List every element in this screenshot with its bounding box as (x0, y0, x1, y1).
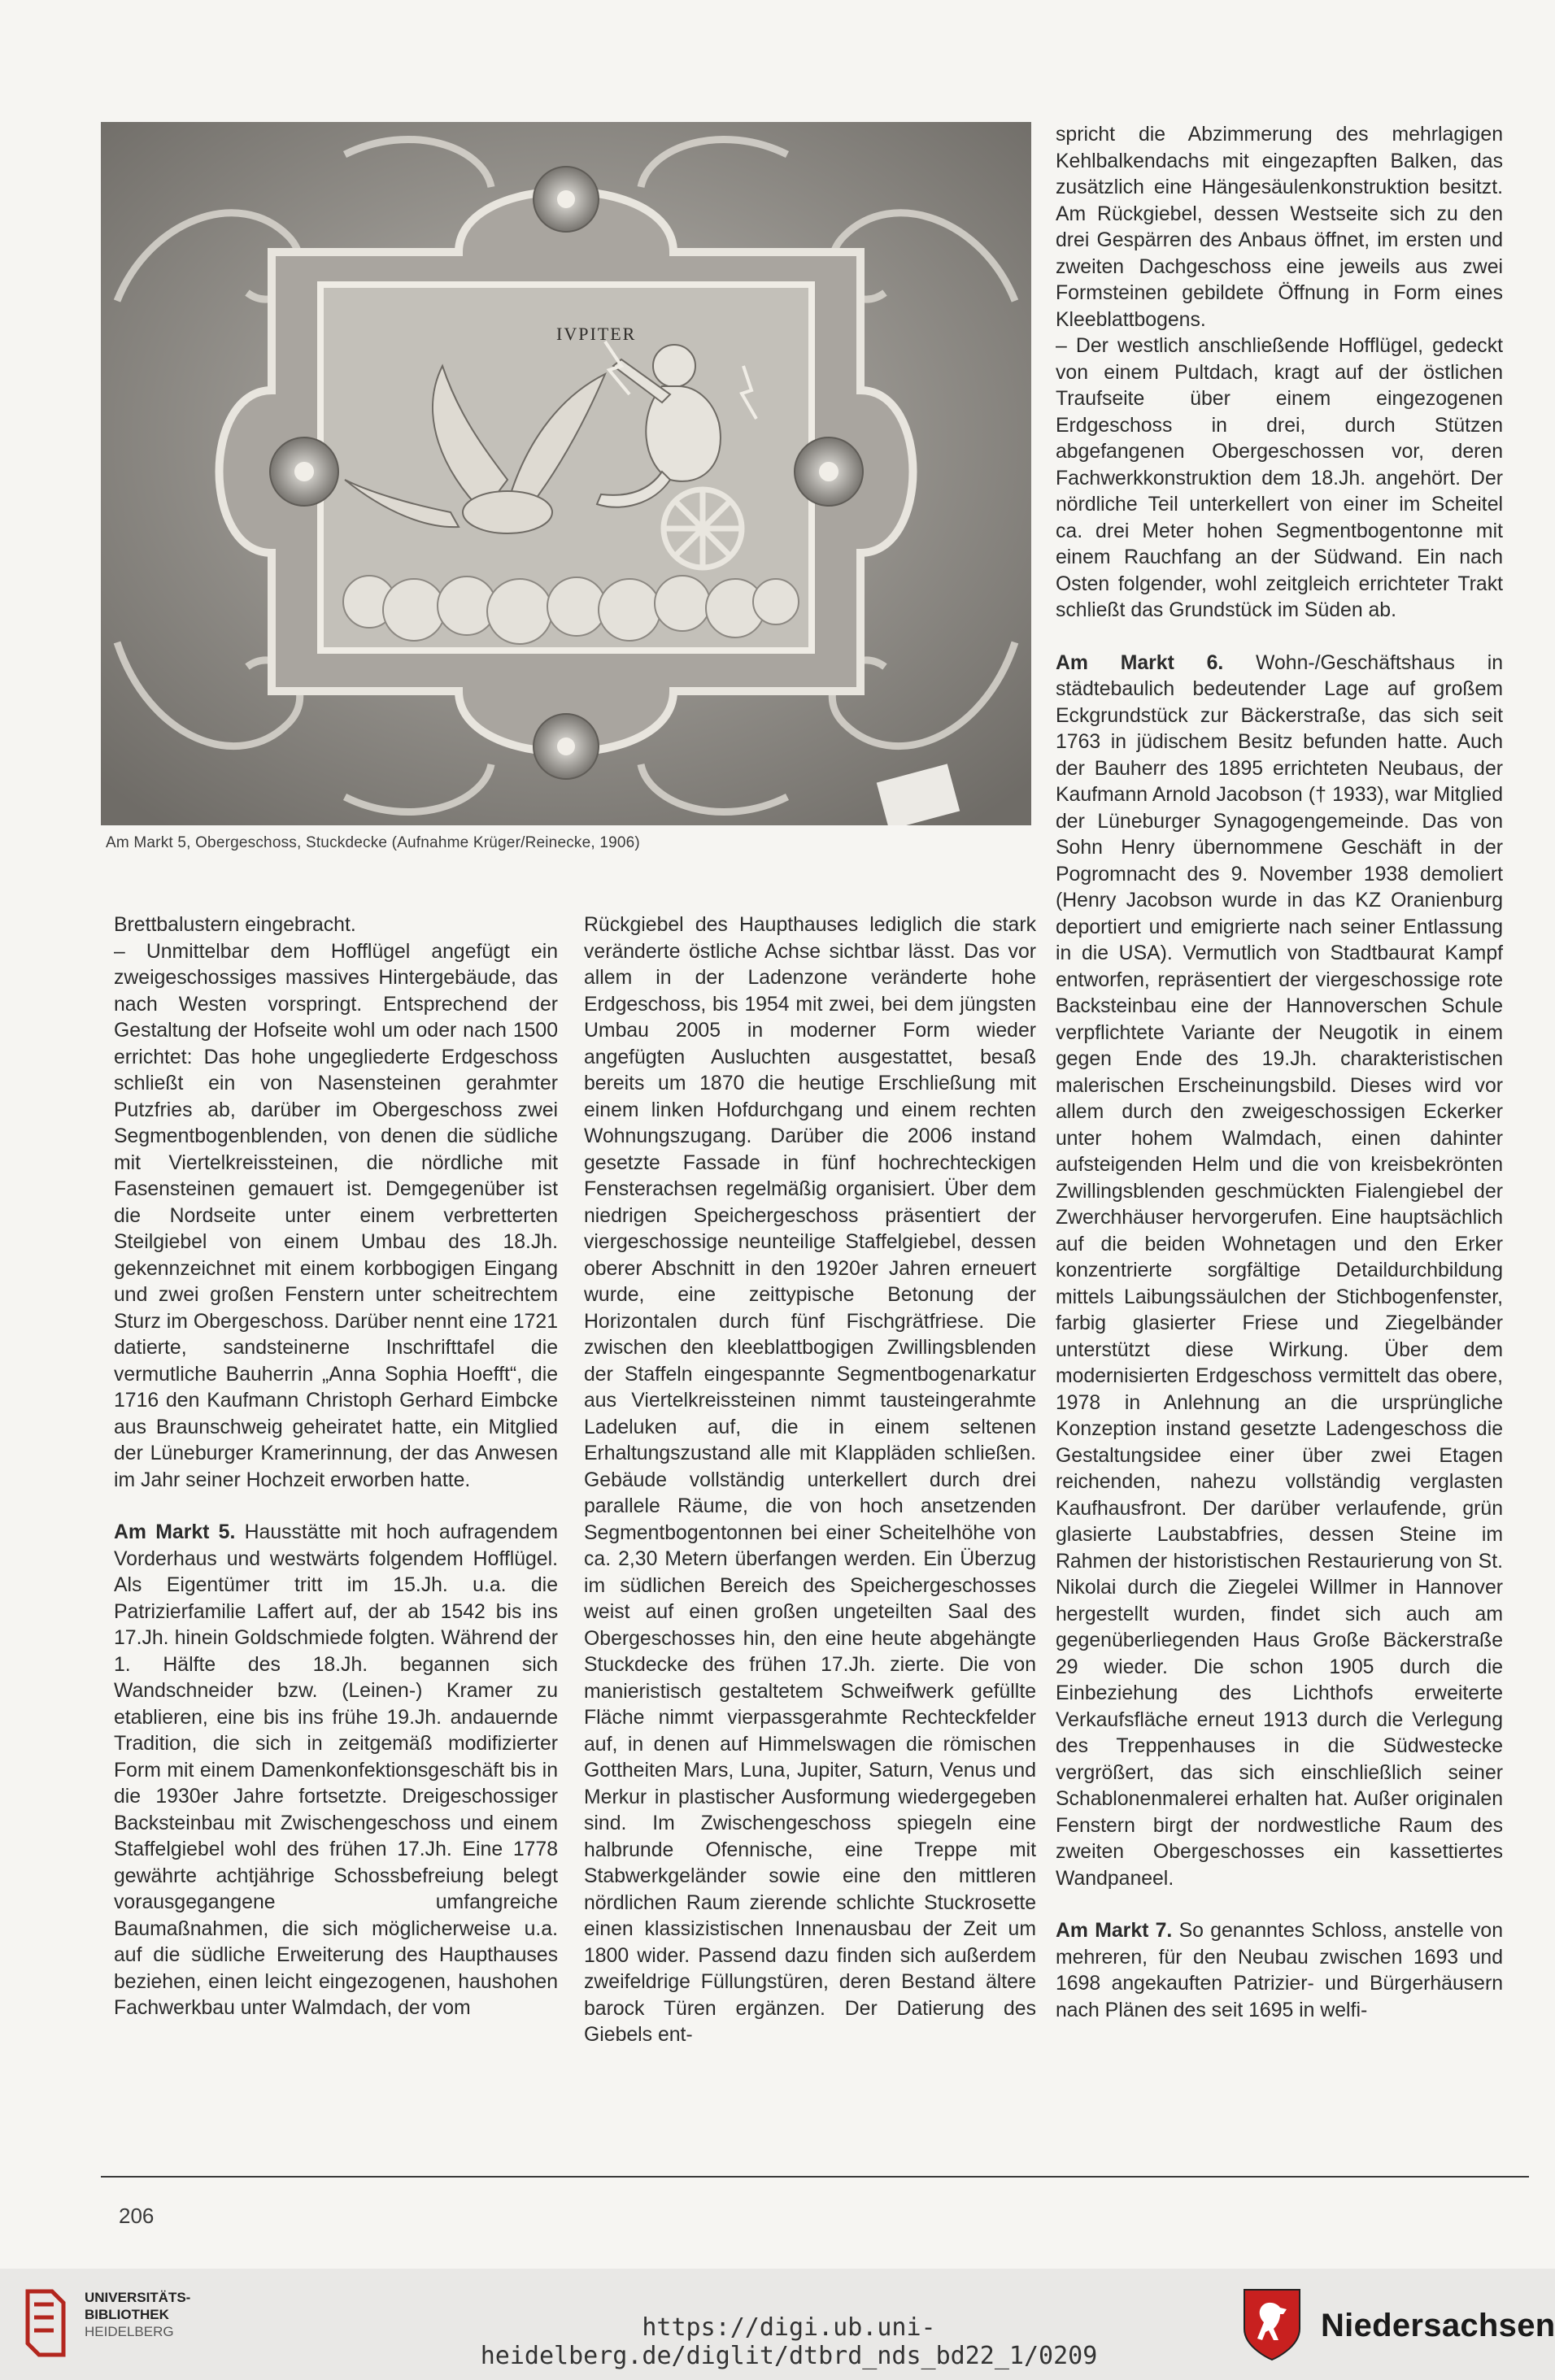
entry-heading: Am Markt 7. (1056, 1920, 1173, 1942)
niedersachsen-horse-crest-icon (1239, 2285, 1305, 2363)
paragraph: – Unmittelbar dem Hofflügel angefügt ein zweigeschossiges massives Hintergebäude, das nach Westen vorspringt. Entsprechend der Gestaltung der Hofseite wohl um oder nach 1500 errichtet: Das hohe ungegliederte Erdgeschoss schließt ein von Nasensteinen gerahmter Putzfries ab, darüber im Obergeschoss zwei Segmentbogenblenden, von denen die südliche mit Viertelkreissteinen, die nördliche mit Fasensteinen gemauert ist. Demgegenüber ist die Nordseite unter einem verbretterten Steilgiebel von einem Umbau des 18.Jh. gekennzeichnet mit einem korbbogigen Eingang und zwei großen Fenstern unter scheitrechtem Sturz im Obergeschoss. Darüber nennt eine 1721 datierte, sandsteinerne Inschrifttafel die vermutliche Bauherrin „Anna Sophia Hoefft“, die 1716 den Kaufmann Christoph Gerhard Eimbcke aus Braunschweig geheiratet hatte, ein Mitglied der Lüneburger Kramerinnung, der das Anwesen im Jahr seiner Hochzeit erworben hatte. (114, 940, 558, 1491)
entry-am-markt-5: Am Markt 5. Hausstätte mit hoch aufragendem Vorderhaus und westwärts folgendem Hofflügel. Als Eigentümer tritt im 15.Jh. u.a. die Patrizierfamilie Laffert auf, der ab 1542 bis ins 17.Jh. hinein Goldschmiede folgten. Während der 1. Hälfte des 18.Jh. begannen sich Wandschneider bzw. (Leinen-) Kramer zu etablieren, eine bis ins frühe 19.Jh. andauernde Tradition, die sich in zeitgemäß modifizierter Form mit einem Damenkonfektionsgeschäft bis in die 1930er Jahre fortsetzte. Dreigeschossiger Backsteinbau mit Zwischengeschoss und einem Staffelgiebel wohl des frühen 17.Jh. Eine 1778 gewährte achtjährige Schossbefreiung belegt vorausgegangene umfangreiche Baumaßnahmen, die sich möglicherweise u.a. auf die südliche Erweiterung des Haupthauses beziehen, einen leicht eingezogenen, haushohen Fachwerkbau unter Walmdach, der vom (114, 1521, 558, 2019)
state-name: Niedersachsen (1321, 2308, 1555, 2343)
stucco-ceiling-illustration (101, 122, 1031, 825)
figure-caption: Am Markt 5, Obergeschoss, Stuckdecke (Aufnahme Krüger/Reinecke, 1906) (106, 834, 640, 851)
paragraph: – Der westlich anschließende Hofflügel, gedeckt von einem Pultdach, kragt auf der östlichen Traufseite über einem eingezogenen Erdgeschoss in drei, durch Stützen abgefangenen Obergeschossen vor, deren Fachwerkkonstruktion dem 18.Jh. angehört. Der nördliche Teil unterkellert von einer im Scheitel ca. drei Meter hohen Segmentbogentonne mit einem Rauchfang an der Südwand. Ein nach Osten folgender, wohl zeitgleich errichteter Trakt schließt das Grundstück im Süden ab. (1056, 335, 1503, 621)
text-column-1 (114, 912, 558, 2022)
footer-rule (101, 2176, 1529, 2178)
university-library-name: UNIVERSITÄTS- BIBLIOTHEK HEIDELBERG (85, 2290, 191, 2339)
university-library-logo-icon (20, 2283, 72, 2361)
paragraph: Rückgiebel des Haupthauses lediglich die stark veränderte östliche Achse sichtbar lässt. Das vor allem in der Ladenzone veränderte hohe Erdgeschoss, bis 1954 mit zwei, bei dem jüngsten Umbau 2005 in moderner Form wieder angefügten Ausluchten ausgestattet, besaß bereits um 1870 die heutige Erschließung mit einem linken Hofdurchgang und einem rechten Wohnungszugang. Darüber die 2006 instand gesetzte Fassade in fünf hochrechteckigen Fensterachsen regelmäßig organisiert. Über dem niedrigen Speichergeschoss präsentiert der viergeschossige neunteilige Staffelgiebel, dessen oberer Abschnitt in den 1920er Jahren erneuert wurde, eine zeittypische Betonung der Horizontalen durch fünf Fischgrätfriese. Die zwischen den kleeblattbogigen Zwillingsblenden der Staffeln eingespannte Segmentbogenarkatur aus Viertelkreissteinen nimmt tausteingerahmte Ladeluken auf, die in einem seltenen Erhaltungszustand alle mit Klappläden schließen. Gebäude vollständig unterkellert durch drei parallele Räume, die von hoch ansetzenden Segmentbogentonnen bei einer Scheitelhöhe von ca. 2,30 Metern überfangen werden. Ein Überzug im südlichen Bereich des Speichergeschosses weist auf einen großen ungeteilten Saal des Obergeschosses hin, den eine heute abgehängte Stuckdecke des frühen 17.Jh. zierte. Die von manieristisch gestaltetem Schweifwerk gefüllte Fläche nimmt vierpassgerahmte Rechteckfelder auf, in denen auf Himmelswagen die römischen Gottheiten Mars, Luna, Jupiter, Saturn, Venus und Merkur in plastischer Ausformung wiedergegeben sind. Im Zwischengeschoss spiegeln eine halbrunde Ofennische, eine Treppe mit Stabwerkgeländer sowie eine den mittleren nördlichen Raum zierende schlichte Stuckrosette einen klassizistischen Innenausbau der Zeit um 1800 wider. Passend dazu finden sich außerdem zweifeldrige Füllungstüren, deren Bestand ältere barock Türen ergänzen. Der Datierung des Giebels ent- (584, 914, 1036, 2046)
paragraph: spricht die Abzimmerung des mehrlagigen Kehlbalkendachs mit eingezapften Balken, das zusätzlich eine Hängesäulenkonstruktion besitzt. Am Rückgiebel, dessen Westseite sich zu den drei Gespärren des Anbaus öffnet, im ersten und zweiten Dachgeschoss eine jeweils aus zwei Formsteinen gebildete Öffnung in Form eines Kleeblattbogens. (1056, 124, 1503, 331)
entry-am-markt-6: Am Markt 6. Wohn-/Geschäftshaus in städtebaulich bedeutender Lage auf großem Eckgrundstück zur Bäckerstraße, das sich seit 1763 in jüdischem Besitz befunden hatte. Auch der Bauherr des 1895 errichteten Neubaus, der Kaufmann Arnold Jacobson († 1933), war Mitglied der Lüneburger Synagogengemeinde. Das von Sohn Henry übernommene Geschäft in der Pogromnacht des 9. November 1938 demoliert (Henry Jacobson wurde in das KZ Oranienburg deportiert und emigrierte nach seiner Entlassung in die USA). Vermutlich von Stadtbaurat Kampf entworfen, repräsentiert der viergeschossige rote Backsteinbau eine der Hannoverschen Schule verpflichtete Variante der Neugotik in einem gegen Ende des 19.Jh. charakteristischen malerischen Erscheinungsbild. Dieses wird vor allem durch den zweigeschossigen Eckerker unter hohem Walmdach, einen dahinter aufsteigenden Helm und die von kreisbekrönten Zwillingsblenden geschmückten Fialengiebel der Zwerchhäuser hervorgerufen. Eine hauptsächlich auf die beiden Wohnetagen und den Erker konzentrierte sorgfältige Detaildurchbildung mittels Laibungssäulchen der Stichbogenfenster, farbig glasierter Friese und Ziegelbänder unterstützt diese Wirkung. Über dem modernisierten Erdgeschoss vermittelt das obere, 1978 in Anlehnung an die ursprüngliche Konzeption instand gesetzte Ladengeschoss die Gestaltungsidee einer über zwei Etagen reichenden, nahezu vollständig verglasten Kaufhausfront. Der darüber verlaufende, grün glasierte Laubstabfries, dessen Steine im Rahmen der historistischen Restaurierung von St. Nikolai durch die Ziegelei Willmer in Hannover hergestellt wurden, findet sich auch am gegenüberliegenden Haus Große Bäckerstraße 29 wieder. Die schon 1905 durch die Einbeziehung des Lichthofs erweiterte Verkaufsfläche erneut 1913 durch die Verlegung des Treppenhauses in die Südwestecke vergrößert, das sich einschließlich seiner Schablonenmalerei erhalten hat. Außer originalen Fenstern birgt der nordwestliche Raum des zweiten Obergeschosses ein kassettiertes Wandpaneel. (1056, 651, 1503, 1890)
jupiter-inscription: IVPITER (556, 324, 637, 344)
page-number: 206 (119, 2204, 155, 2228)
text-column-2 (584, 912, 1036, 2049)
paragraph: Brettbalustern eingebracht. (114, 914, 356, 936)
permalink-url[interactable]: https://digi.ub.uni-heidelberg.de/diglit/dtbrd_nds_bd22_1/0209 (480, 2313, 1098, 2370)
entry-heading: Am Markt 5. (114, 1521, 236, 1543)
entry-heading: Am Markt 6. (1056, 651, 1224, 674)
stucco-ceiling-photo (101, 122, 1031, 825)
text-column-3 (1056, 122, 1503, 2024)
entry-am-markt-7: Am Markt 7. So genanntes Schloss, anstelle von mehreren, für den Neubau zwischen 1693 und 1698 angekauften Patrizier- und Bürgerhäusern nach Plänen des seit 1695 in welfi- (1056, 1920, 1504, 2021)
